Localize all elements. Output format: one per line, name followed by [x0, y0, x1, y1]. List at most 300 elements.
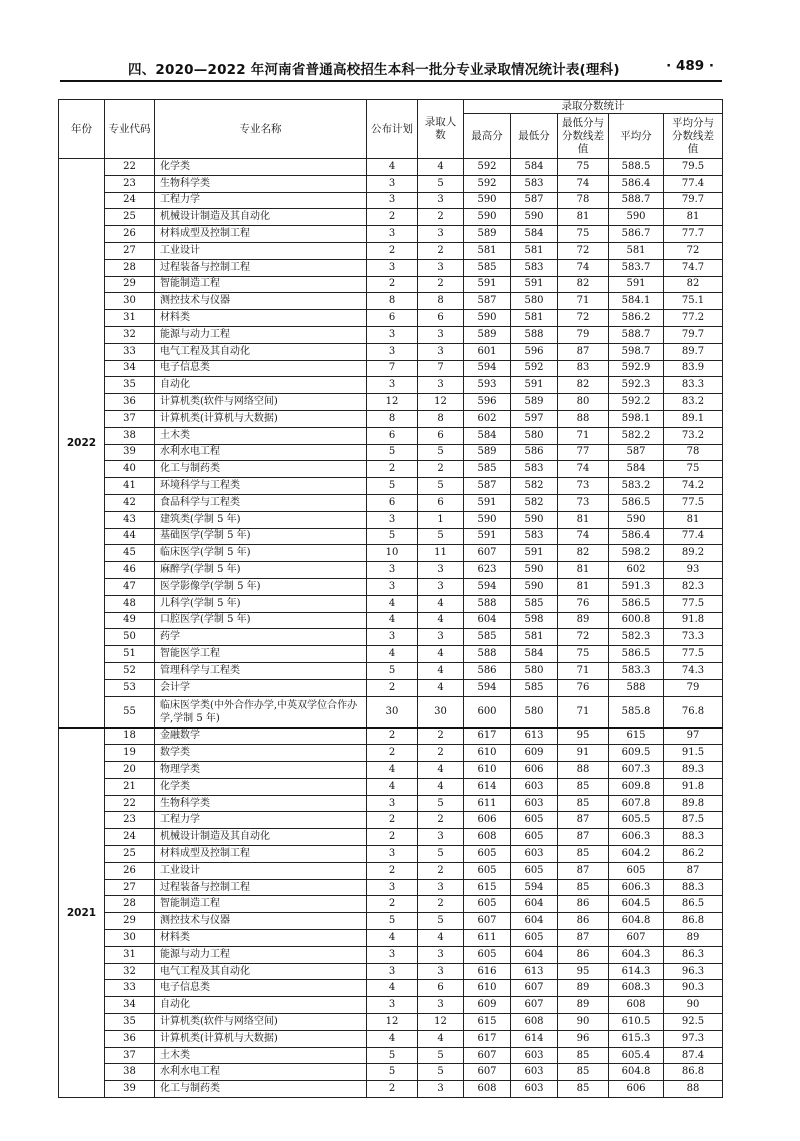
name-cell: 测控技术与仪器: [155, 913, 367, 930]
admitted-cell: 6: [418, 494, 464, 511]
max-cell: 606: [464, 812, 511, 829]
table-row: [59, 377, 723, 394]
min-diff-cell: 81: [558, 209, 609, 226]
avg-diff-cell: 75: [664, 461, 723, 478]
code-cell: 36: [105, 394, 155, 411]
code-cell: 53: [105, 679, 155, 696]
max-cell: 605: [464, 846, 511, 863]
code-cell: 38: [105, 1064, 155, 1081]
avg-cell: 605: [609, 862, 664, 879]
min-cell: 603: [511, 1064, 558, 1081]
min-diff-cell: 87: [558, 343, 609, 360]
avg-cell: 606.3: [609, 829, 664, 846]
min-diff-cell: 78: [558, 192, 609, 209]
min-diff-cell: 73: [558, 478, 609, 495]
max-cell: 611: [464, 795, 511, 812]
avg-diff-cell: 76.8: [664, 696, 723, 728]
code-cell: 40: [105, 461, 155, 478]
min-cell: 604: [511, 896, 558, 913]
avg-diff-cell: 88: [664, 1081, 723, 1098]
max-cell: 584: [464, 427, 511, 444]
admitted-cell: 5: [418, 795, 464, 812]
max-cell: 605: [464, 896, 511, 913]
max-cell: 615: [464, 879, 511, 896]
max-cell: 610: [464, 980, 511, 997]
name-cell: 机械设计制造及其自动化: [155, 829, 367, 846]
avg-diff-cell: 75.1: [664, 293, 723, 310]
avg-diff-cell: 72: [664, 242, 723, 259]
avg-diff-cell: 77.4: [664, 528, 723, 545]
table-row: [59, 829, 723, 846]
avg-cell: 604.8: [609, 913, 664, 930]
min-cell: 580: [511, 427, 558, 444]
admitted-cell: 5: [418, 478, 464, 495]
min-diff-cell: 89: [558, 980, 609, 997]
avg-diff-cell: 86.5: [664, 896, 723, 913]
code-cell: 39: [105, 444, 155, 461]
plan-cell: 3: [367, 192, 418, 209]
min-diff-cell: 74: [558, 528, 609, 545]
avg-cell: 609.5: [609, 745, 664, 762]
col-header-name: 专业名称: [155, 100, 367, 159]
name-cell: 电气工程及其自动化: [155, 343, 367, 360]
table-row: [59, 997, 723, 1014]
avg-cell: 584: [609, 461, 664, 478]
avg-diff-cell: 89: [664, 930, 723, 947]
table-row: [59, 209, 723, 226]
min-diff-cell: 72: [558, 629, 609, 646]
admitted-cell: 4: [418, 662, 464, 679]
min-diff-cell: 75: [558, 226, 609, 243]
admitted-cell: 5: [418, 846, 464, 863]
max-cell: 610: [464, 745, 511, 762]
avg-cell: 604.3: [609, 946, 664, 963]
name-cell: 医学影像学(学制 5 年): [155, 578, 367, 595]
plan-cell: 2: [367, 242, 418, 259]
min-diff-cell: 76: [558, 679, 609, 696]
plan-cell: 3: [367, 997, 418, 1014]
code-cell: 41: [105, 478, 155, 495]
min-cell: 607: [511, 997, 558, 1014]
min-diff-cell: 72: [558, 310, 609, 327]
min-diff-cell: 86: [558, 896, 609, 913]
min-diff-cell: 88: [558, 762, 609, 779]
plan-cell: 4: [367, 159, 418, 176]
admitted-cell: 3: [418, 946, 464, 963]
name-cell: 水利水电工程: [155, 444, 367, 461]
avg-cell: 586.2: [609, 310, 664, 327]
name-cell: 儿科学(学制 5 年): [155, 595, 367, 612]
avg-diff-cell: 92.5: [664, 1014, 723, 1031]
name-cell: 化学类: [155, 778, 367, 795]
min-cell: 590: [511, 562, 558, 579]
table-row: [59, 629, 723, 646]
table-row: [59, 946, 723, 963]
plan-cell: 5: [367, 1064, 418, 1081]
min-cell: 580: [511, 293, 558, 310]
table-row: [59, 1047, 723, 1064]
avg-diff-cell: 79: [664, 679, 723, 696]
code-cell: 23: [105, 812, 155, 829]
max-cell: 605: [464, 946, 511, 963]
max-cell: 604: [464, 612, 511, 629]
min-diff-cell: 86: [558, 913, 609, 930]
avg-diff-cell: 83.9: [664, 360, 723, 377]
table-row: [59, 980, 723, 997]
table-row: [59, 646, 723, 663]
max-cell: 617: [464, 728, 511, 745]
table-row: [59, 310, 723, 327]
name-cell: 会计学: [155, 679, 367, 696]
table-row: [59, 1081, 723, 1098]
page-number: · 489 ·: [666, 58, 714, 74]
table-row: [59, 226, 723, 243]
min-cell: 603: [511, 795, 558, 812]
code-cell: 55: [105, 696, 155, 728]
min-diff-cell: 71: [558, 427, 609, 444]
name-cell: 计算机类(软件与网络空间): [155, 394, 367, 411]
header-rule: [60, 80, 722, 82]
plan-cell: 3: [367, 511, 418, 528]
plan-cell: 2: [367, 679, 418, 696]
name-cell: 麻醉学(学制 5 年): [155, 562, 367, 579]
table-row: [59, 478, 723, 495]
admitted-cell: 6: [418, 427, 464, 444]
avg-diff-cell: 91.8: [664, 778, 723, 795]
code-cell: 51: [105, 646, 155, 663]
admitted-cell: 2: [418, 276, 464, 293]
admitted-cell: 3: [418, 562, 464, 579]
min-diff-cell: 91: [558, 745, 609, 762]
plan-cell: 5: [367, 478, 418, 495]
avg-diff-cell: 97.3: [664, 1030, 723, 1047]
max-cell: 585: [464, 629, 511, 646]
code-cell: 28: [105, 896, 155, 913]
code-cell: 30: [105, 930, 155, 947]
code-cell: 21: [105, 778, 155, 795]
table-row: [59, 528, 723, 545]
admitted-cell: 4: [418, 679, 464, 696]
name-cell: 材料成型及控制工程: [155, 846, 367, 863]
avg-cell: 590: [609, 511, 664, 528]
min-diff-cell: 74: [558, 461, 609, 478]
avg-diff-cell: 89.1: [664, 410, 723, 427]
code-cell: 38: [105, 427, 155, 444]
name-cell: 智能制造工程: [155, 276, 367, 293]
table-body: [59, 159, 723, 1098]
min-diff-cell: 95: [558, 728, 609, 745]
plan-cell: 2: [367, 862, 418, 879]
avg-cell: 592.2: [609, 394, 664, 411]
max-cell: 585: [464, 461, 511, 478]
plan-cell: 2: [367, 461, 418, 478]
table-row: [59, 778, 723, 795]
code-cell: 39: [105, 1081, 155, 1098]
name-cell: 工业设计: [155, 242, 367, 259]
plan-cell: 8: [367, 410, 418, 427]
avg-cell: 604.8: [609, 1064, 664, 1081]
code-cell: 26: [105, 226, 155, 243]
name-cell: 材料类: [155, 310, 367, 327]
min-cell: 588: [511, 326, 558, 343]
col-header-score-group: 录取分数统计: [464, 100, 723, 114]
max-cell: 586: [464, 662, 511, 679]
min-cell: 605: [511, 930, 558, 947]
admitted-cell: 3: [418, 343, 464, 360]
name-cell: 电子信息类: [155, 360, 367, 377]
admitted-cell: 5: [418, 528, 464, 545]
table-row: [59, 679, 723, 696]
table-row: [59, 394, 723, 411]
min-cell: 603: [511, 1047, 558, 1064]
max-cell: 592: [464, 159, 511, 176]
table-row: [59, 930, 723, 947]
max-cell: 608: [464, 1081, 511, 1098]
min-cell: 598: [511, 612, 558, 629]
name-cell: 生物科学类: [155, 795, 367, 812]
min-cell: 586: [511, 444, 558, 461]
code-cell: 52: [105, 662, 155, 679]
avg-diff-cell: 86.8: [664, 913, 723, 930]
avg-cell: 588.5: [609, 159, 664, 176]
avg-cell: 608: [609, 997, 664, 1014]
min-cell: 584: [511, 159, 558, 176]
plan-cell: 30: [367, 696, 418, 728]
avg-diff-cell: 79.7: [664, 326, 723, 343]
plan-cell: 3: [367, 963, 418, 980]
avg-cell: 591.3: [609, 578, 664, 595]
avg-diff-cell: 83.2: [664, 394, 723, 411]
min-cell: 607: [511, 980, 558, 997]
avg-cell: 609.8: [609, 778, 664, 795]
table-row: [59, 913, 723, 930]
code-cell: 22: [105, 795, 155, 812]
min-diff-cell: 85: [558, 846, 609, 863]
avg-cell: 588.7: [609, 192, 664, 209]
code-cell: 24: [105, 829, 155, 846]
avg-diff-cell: 97: [664, 728, 723, 745]
avg-cell: 598.2: [609, 545, 664, 562]
name-cell: 能源与动力工程: [155, 946, 367, 963]
name-cell: 智能医学工程: [155, 646, 367, 663]
min-diff-cell: 86: [558, 946, 609, 963]
plan-cell: 4: [367, 1030, 418, 1047]
min-cell: 590: [511, 511, 558, 528]
table-row: [59, 728, 723, 745]
avg-diff-cell: 73.2: [664, 427, 723, 444]
min-diff-cell: 87: [558, 862, 609, 879]
table-row: [59, 1064, 723, 1081]
plan-cell: 12: [367, 394, 418, 411]
plan-cell: 2: [367, 812, 418, 829]
min-diff-cell: 89: [558, 612, 609, 629]
table-row: [59, 595, 723, 612]
code-cell: 50: [105, 629, 155, 646]
avg-cell: 584.1: [609, 293, 664, 310]
table-row: [59, 410, 723, 427]
avg-diff-cell: 86.8: [664, 1064, 723, 1081]
min-cell: 613: [511, 963, 558, 980]
min-cell: 596: [511, 343, 558, 360]
table-row: [59, 242, 723, 259]
max-cell: 590: [464, 511, 511, 528]
avg-cell: 605.4: [609, 1047, 664, 1064]
min-cell: 590: [511, 209, 558, 226]
code-cell: 24: [105, 192, 155, 209]
code-cell: 30: [105, 293, 155, 310]
plan-cell: 6: [367, 310, 418, 327]
name-cell: 材料类: [155, 930, 367, 947]
max-cell: 609: [464, 997, 511, 1014]
max-cell: 592: [464, 175, 511, 192]
code-cell: 22: [105, 159, 155, 176]
min-cell: 605: [511, 862, 558, 879]
name-cell: 化工与制药类: [155, 461, 367, 478]
avg-cell: 602: [609, 562, 664, 579]
admitted-cell: 3: [418, 879, 464, 896]
plan-cell: 3: [367, 562, 418, 579]
name-cell: 工程力学: [155, 192, 367, 209]
name-cell: 测控技术与仪器: [155, 293, 367, 310]
min-diff-cell: 72: [558, 242, 609, 259]
code-cell: 33: [105, 343, 155, 360]
name-cell: 食品科学与工程类: [155, 494, 367, 511]
avg-cell: 607: [609, 930, 664, 947]
name-cell: 物理学类: [155, 762, 367, 779]
avg-diff-cell: 89.3: [664, 762, 723, 779]
avg-diff-cell: 74.2: [664, 478, 723, 495]
avg-diff-cell: 82.3: [664, 578, 723, 595]
avg-cell: 590: [609, 209, 664, 226]
admitted-cell: 3: [418, 192, 464, 209]
plan-cell: 7: [367, 360, 418, 377]
admission-stats-table: [58, 99, 723, 1098]
avg-diff-cell: 88.3: [664, 829, 723, 846]
min-cell: 597: [511, 410, 558, 427]
avg-diff-cell: 77.5: [664, 595, 723, 612]
admitted-cell: 3: [418, 997, 464, 1014]
admitted-cell: 11: [418, 545, 464, 562]
avg-cell: 586.4: [609, 175, 664, 192]
table-row: [59, 963, 723, 980]
admitted-cell: 4: [418, 595, 464, 612]
col-header-max: 最高分: [464, 114, 511, 159]
code-cell: 28: [105, 259, 155, 276]
admitted-cell: 4: [418, 159, 464, 176]
plan-cell: 2: [367, 209, 418, 226]
admitted-cell: 4: [418, 612, 464, 629]
code-cell: 47: [105, 578, 155, 595]
avg-diff-cell: 86.2: [664, 846, 723, 863]
max-cell: 587: [464, 478, 511, 495]
min-cell: 587: [511, 192, 558, 209]
plan-cell: 2: [367, 1081, 418, 1098]
name-cell: 工程力学: [155, 812, 367, 829]
avg-cell: 582.3: [609, 629, 664, 646]
min-diff-cell: 82: [558, 545, 609, 562]
admitted-cell: 2: [418, 461, 464, 478]
code-cell: 25: [105, 846, 155, 863]
table-row: [59, 175, 723, 192]
name-cell: 化学类: [155, 159, 367, 176]
table-row: [59, 461, 723, 478]
min-cell: 582: [511, 494, 558, 511]
name-cell: 智能制造工程: [155, 896, 367, 913]
avg-cell: 591: [609, 276, 664, 293]
max-cell: 605: [464, 862, 511, 879]
plan-cell: 3: [367, 343, 418, 360]
min-diff-cell: 71: [558, 696, 609, 728]
max-cell: 590: [464, 310, 511, 327]
col-header-year: 年份: [59, 100, 105, 159]
admitted-cell: 6: [418, 980, 464, 997]
plan-cell: 5: [367, 662, 418, 679]
min-cell: 591: [511, 276, 558, 293]
admitted-cell: 5: [418, 1064, 464, 1081]
max-cell: 587: [464, 293, 511, 310]
avg-diff-cell: 74.3: [664, 662, 723, 679]
name-cell: 建筑类(学制 5 年): [155, 511, 367, 528]
plan-cell: 4: [367, 778, 418, 795]
admitted-cell: 3: [418, 259, 464, 276]
avg-cell: 610.5: [609, 1014, 664, 1031]
max-cell: 617: [464, 1030, 511, 1047]
min-diff-cell: 80: [558, 394, 609, 411]
table-row: [59, 1030, 723, 1047]
min-diff-cell: 71: [558, 662, 609, 679]
min-diff-cell: 87: [558, 930, 609, 947]
code-cell: 18: [105, 728, 155, 745]
plan-cell: 5: [367, 1047, 418, 1064]
table-row: [59, 662, 723, 679]
max-cell: 581: [464, 242, 511, 259]
page-header: [60, 56, 722, 84]
avg-diff-cell: 93: [664, 562, 723, 579]
plan-cell: 3: [367, 377, 418, 394]
code-cell: 48: [105, 595, 155, 612]
table-row: [59, 259, 723, 276]
table-row: [59, 326, 723, 343]
code-cell: 26: [105, 862, 155, 879]
min-cell: 581: [511, 242, 558, 259]
code-cell: 43: [105, 511, 155, 528]
min-diff-cell: 83: [558, 360, 609, 377]
max-cell: 615: [464, 1014, 511, 1031]
plan-cell: 4: [367, 612, 418, 629]
code-cell: 32: [105, 326, 155, 343]
min-diff-cell: 85: [558, 778, 609, 795]
admitted-cell: 2: [418, 812, 464, 829]
avg-diff-cell: 81: [664, 511, 723, 528]
min-cell: 603: [511, 1081, 558, 1098]
avg-diff-cell: 79.7: [664, 192, 723, 209]
min-cell: 583: [511, 175, 558, 192]
table-row: [59, 293, 723, 310]
admitted-cell: 3: [418, 963, 464, 980]
table-row: [59, 696, 723, 728]
min-cell: 585: [511, 679, 558, 696]
max-cell: 591: [464, 276, 511, 293]
max-cell: 589: [464, 326, 511, 343]
max-cell: 593: [464, 377, 511, 394]
min-diff-cell: 88: [558, 410, 609, 427]
avg-cell: 588.7: [609, 326, 664, 343]
max-cell: 585: [464, 259, 511, 276]
col-header-avg-diff: 平均分与分数线差值: [664, 114, 723, 159]
plan-cell: 4: [367, 762, 418, 779]
plan-cell: 4: [367, 646, 418, 663]
admitted-cell: 4: [418, 930, 464, 947]
